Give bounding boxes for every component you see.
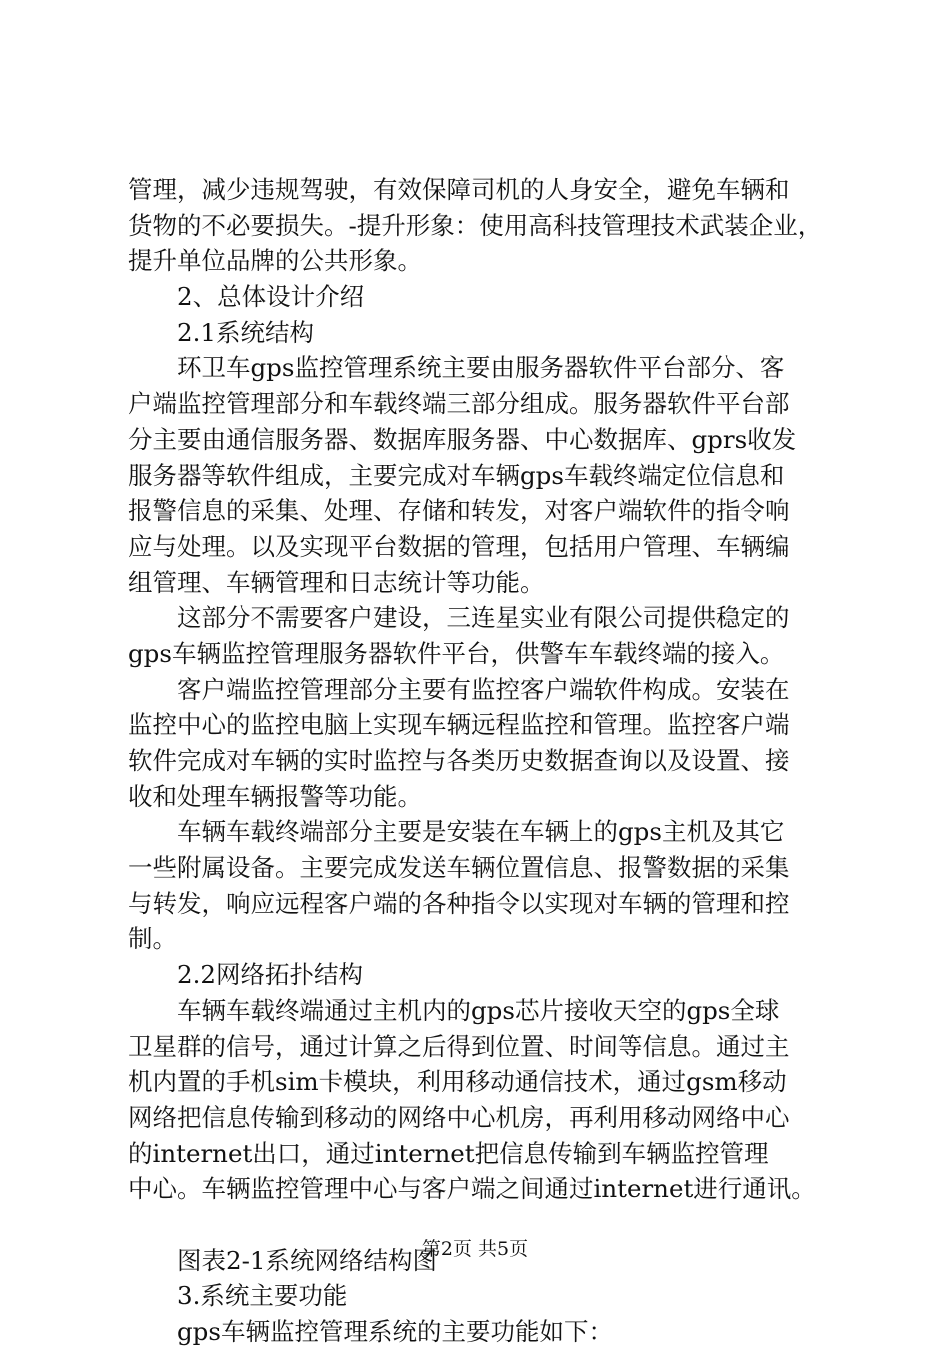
text-line: gps车辆监控管理系统的主要功能如下： (177, 1317, 613, 1346)
text-line: 客户端监控管理部分主要有监控客户端软件构成。安装在 (177, 674, 790, 704)
page-footer: 第2页 共5页 (421, 1238, 529, 1260)
text-line: 分主要由通信服务器、数据库服务器、中心数据库、gprs收发 (128, 424, 797, 454)
text-line: 2、总体设计介绍 (177, 282, 365, 312)
text-line: 一些附属设备。主要完成发送车辆位置信息、报警数据的采集 (128, 853, 790, 883)
document-body (128, 172, 840, 1350)
text-line: 制。 (128, 924, 177, 954)
text-line: 2.1系统结构 (177, 317, 314, 347)
text-line: 组管理、车辆管理和日志统计等功能。 (128, 567, 545, 597)
text-line: 2.2网络拓扑结构 (177, 960, 363, 990)
text-line: gps车辆监控管理服务器软件平台，供警车车载终端的接入。 (128, 638, 785, 668)
text-line: 车辆车载终端通过主机内的gps芯片接收天空的gps全球 (177, 995, 780, 1025)
text-line: 环卫车gps监控管理系统主要由服务器软件平台部分、客 (177, 353, 785, 383)
text-line: 的internet出口，通过internet把信息传输到车辆监控管理 (128, 1138, 769, 1168)
text-line: 收和处理车辆报警等功能。 (128, 781, 422, 811)
text-line: 货物的不必要损失。-提升形象：使用高科技管理技术武装企业， (128, 210, 823, 240)
text-line: 中心。车辆监控管理中心与客户端之间通过internet进行通讯。 (128, 1174, 816, 1204)
text-line: 网络把信息传输到移动的网络中心机房，再利用移动网络中心 (128, 1102, 790, 1132)
text-line: 车辆车载终端部分主要是安装在车辆上的gps主机及其它 (177, 817, 785, 847)
text-line: 这部分不需要客户建设，三连星实业有限公司提供稳定的 (177, 603, 790, 633)
text-line: 卫星群的信号，通过计算之后得到位置、时间等信息。通过主 (128, 1031, 790, 1061)
text-line: 应与处理。以及实现平台数据的管理，包括用户管理、车辆编 (128, 531, 790, 561)
text-line: 报警信息的采集、处理、存储和转发，对客户端软件的指令响 (128, 496, 790, 526)
text-line: 管理，减少违规驾驶，有效保障司机的人身安全，避免车辆和 (128, 175, 790, 204)
text-line: 提升单位品牌的公共形象。 (128, 246, 422, 276)
text-line: 软件完成对车辆的实时监控与各类历史数据查询以及设置、接 (128, 746, 790, 775)
text-line: 服务器等软件组成，主要完成对车辆gps车载终端定位信息和 (128, 460, 785, 490)
text-line: 监控中心的监控电脑上实现车辆远程监控和管理。监控客户端 (128, 710, 790, 740)
text-line: 户端监控管理部分和车载终端三部分组成。服务器软件平台部 (128, 389, 790, 419)
text-line: 3.系统主要功能 (177, 1281, 348, 1311)
text-line: 机内置的手机sim卡模块，利用移动通信技术，通过gsm移动 (128, 1067, 787, 1097)
text-line: 与转发，响应远程客户端的各种指令以实现对车辆的管理和控 (128, 888, 790, 918)
text-line: 图表2-1系统网络结构图 (177, 1245, 437, 1275)
